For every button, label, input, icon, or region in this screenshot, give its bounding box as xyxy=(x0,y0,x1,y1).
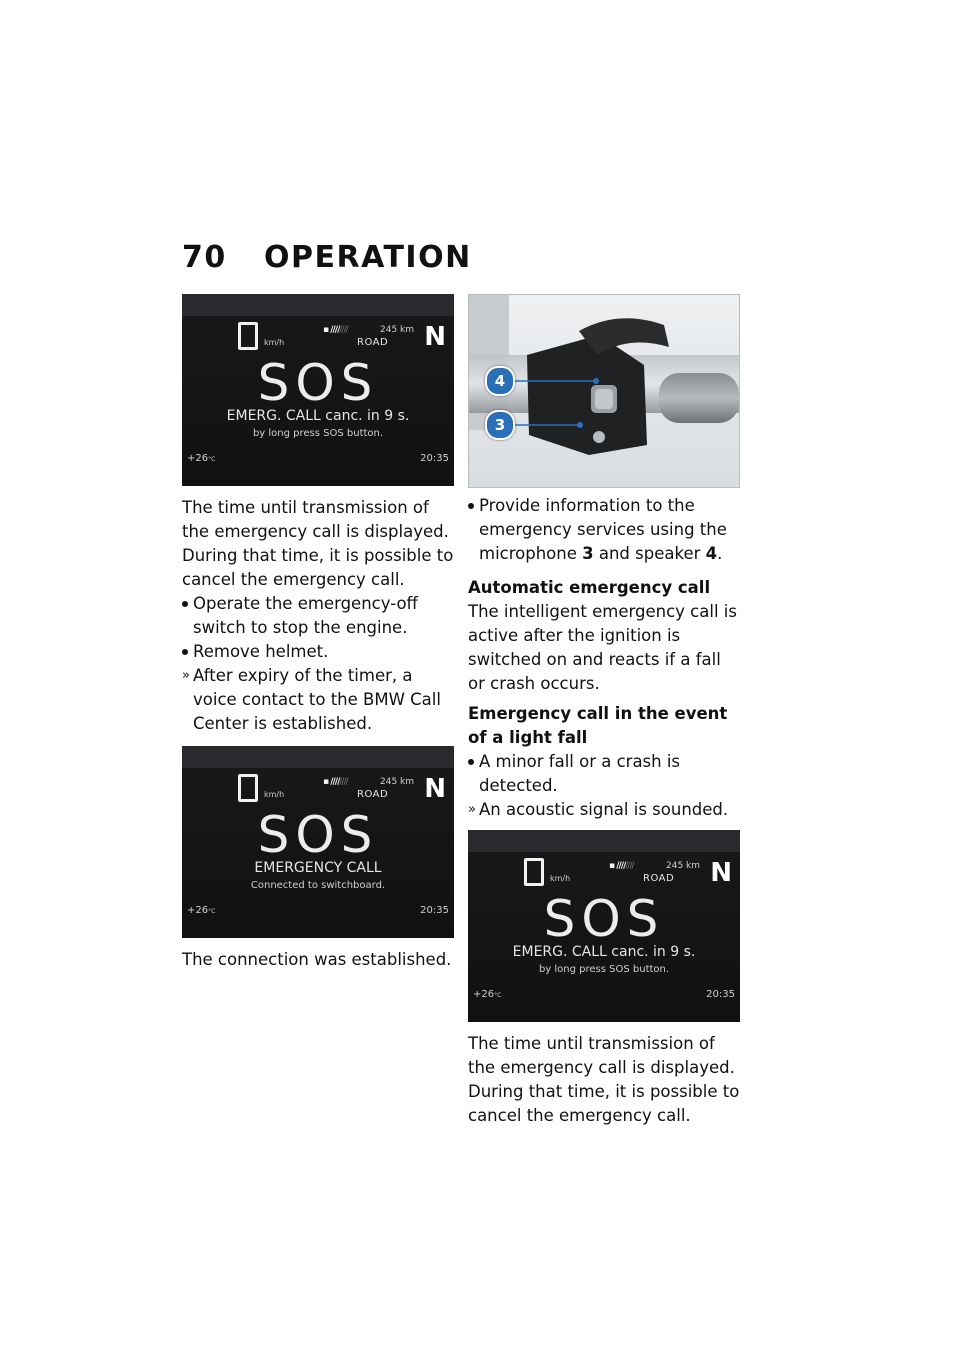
paragraph: The time until transmission of the emergency call is displayed. During that time, it is possible to cancel the emergency call. xyxy=(182,498,454,589)
sos-label: SOS xyxy=(257,806,379,864)
clock-readout: 20:35 xyxy=(420,453,449,464)
page-number: 70 xyxy=(182,240,227,275)
result-arrow-icon: » xyxy=(468,802,476,817)
tft-display-countdown xyxy=(182,294,454,486)
sos-label: SOS xyxy=(543,890,665,948)
handlebar-sos-button-photo xyxy=(468,294,740,488)
riding-mode: ROAD xyxy=(643,873,675,884)
tft-display-countdown xyxy=(468,830,740,1022)
temperature-readout: +26°C xyxy=(187,905,216,916)
display-message-line2: by long press SOS button. xyxy=(252,428,384,439)
speed-unit: km/h xyxy=(264,338,285,347)
instruction-list xyxy=(468,494,740,566)
section-title: OPERATION xyxy=(264,240,472,275)
riding-mode: ROAD xyxy=(357,789,389,800)
callout-speaker: 4 xyxy=(485,366,515,396)
result-arrow-icon: » xyxy=(182,668,190,683)
gear-indicator: N xyxy=(424,774,446,804)
tft-display-connected xyxy=(182,746,454,938)
paragraph: The time until transmission of the emergency call is displayed. During that time, it is possible to cancel the emergency call. xyxy=(468,1034,740,1125)
paragraph: The intelligent emergency call is active after the ignition is switched on and reacts if a fall or crash occurs. xyxy=(468,602,737,693)
list-item: Operate the emergency-off switch to stop the engine. xyxy=(182,592,454,640)
bullet-icon xyxy=(468,494,474,509)
display-message-line2: Connected to switchboard. xyxy=(250,880,386,891)
display-message-line1: EMERGENCY CALL xyxy=(254,860,382,876)
bullet-icon xyxy=(182,592,188,607)
range-readout: 245 km xyxy=(666,861,701,871)
section-heading: Automatic emergency call xyxy=(468,578,711,597)
instruction-list xyxy=(468,750,740,822)
bullet-icon xyxy=(182,640,188,655)
right-column xyxy=(468,294,740,1134)
display-message-line1: EMERG. CALL canc. in 9 s. xyxy=(226,408,410,424)
paragraph: The connection was established. xyxy=(182,950,452,969)
temperature-readout: +26°C xyxy=(473,989,502,1000)
list-item: Provide information to the emergency services using the microphone 3 and speaker 4. xyxy=(468,494,740,566)
clock-readout: 20:35 xyxy=(706,989,735,1000)
speed-unit: km/h xyxy=(550,874,571,883)
display-message-line1: EMERG. CALL canc. in 9 s. xyxy=(512,944,696,960)
callout-microphone: 3 xyxy=(485,410,515,440)
speed-digit xyxy=(238,322,258,350)
clock-readout: 20:35 xyxy=(420,905,449,916)
bullet-icon xyxy=(468,750,474,765)
fuel-bar-indicator: ▪ //////// xyxy=(323,325,348,335)
instruction-list xyxy=(182,592,454,736)
list-item: A minor fall or a crash is detected. xyxy=(468,750,740,798)
sos-label: SOS xyxy=(257,354,379,412)
riding-mode: ROAD xyxy=(357,337,389,348)
fuel-bar-indicator: ▪ //////// xyxy=(323,777,348,787)
temperature-readout: +26°C xyxy=(187,453,216,464)
range-readout: 245 km xyxy=(380,325,415,335)
gear-indicator: N xyxy=(710,858,732,888)
list-item: Remove helmet. xyxy=(182,640,454,664)
display-message-line2: by long press SOS button. xyxy=(538,964,670,975)
speed-digit xyxy=(238,774,258,802)
section-heading: Emergency call in the event of a light fall xyxy=(468,704,728,747)
left-column xyxy=(182,294,454,978)
page-header xyxy=(182,240,472,280)
speed-unit: km/h xyxy=(264,790,285,799)
gear-indicator: N xyxy=(424,322,446,352)
range-readout: 245 km xyxy=(380,777,415,787)
list-item: » After expiry of the timer, a voice contact to the BMW Call Center is established. xyxy=(182,666,441,733)
fuel-bar-indicator: ▪ //////// xyxy=(609,861,634,871)
speed-digit xyxy=(524,858,544,886)
list-item: » An acoustic signal is sounded. xyxy=(468,798,740,822)
